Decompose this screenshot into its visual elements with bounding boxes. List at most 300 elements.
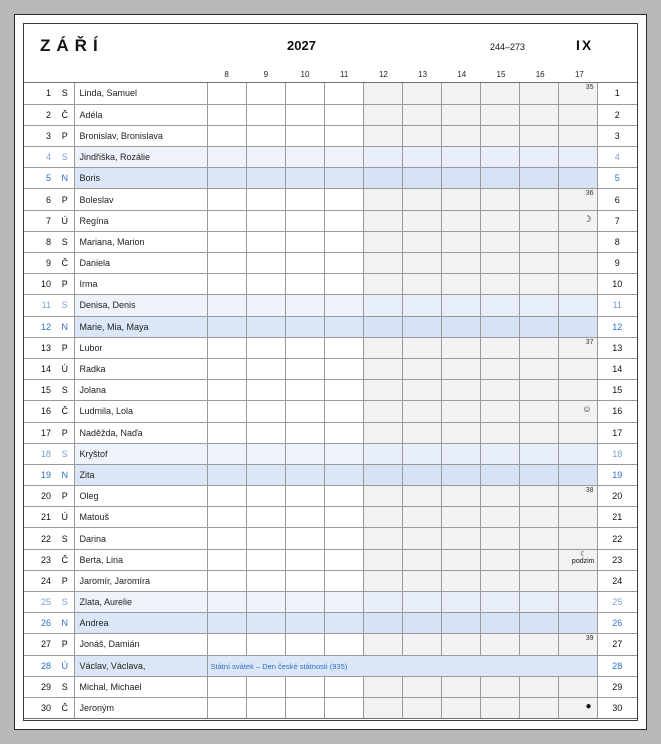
time-slot-cell[interactable]	[207, 528, 246, 549]
table-row[interactable]	[24, 358, 637, 379]
time-slot-cell[interactable]	[480, 83, 519, 104]
time-slot-cell[interactable]	[285, 253, 324, 274]
time-slot-cell[interactable]	[402, 613, 441, 634]
time-slot-cell[interactable]	[324, 380, 363, 401]
table-row[interactable]	[24, 613, 637, 634]
time-slot-cell[interactable]	[480, 358, 519, 379]
time-slot-cell[interactable]	[363, 443, 402, 464]
time-slot-cell[interactable]	[324, 507, 363, 528]
time-slot-cell[interactable]	[324, 358, 363, 379]
time-slot-cell[interactable]	[207, 253, 246, 274]
time-slot-cell[interactable]	[246, 125, 285, 146]
time-slot-cell[interactable]	[324, 592, 363, 613]
time-slot-cell[interactable]	[480, 634, 519, 655]
time-slot-cell[interactable]	[480, 231, 519, 252]
time-slot-cell[interactable]	[519, 549, 558, 570]
time-slot-cell[interactable]	[207, 401, 246, 422]
time-slot-cell[interactable]	[246, 104, 285, 125]
time-slot-cell[interactable]	[480, 507, 519, 528]
time-slot-cell[interactable]	[558, 507, 597, 528]
time-slot-cell[interactable]	[402, 358, 441, 379]
time-slot-cell[interactable]	[363, 422, 402, 443]
time-slot-cell[interactable]	[246, 507, 285, 528]
time-slot-cell[interactable]	[519, 613, 558, 634]
time-slot-cell[interactable]	[246, 528, 285, 549]
time-slot-cell[interactable]	[558, 570, 597, 591]
table-row[interactable]	[24, 168, 637, 189]
time-slot-cell[interactable]	[363, 253, 402, 274]
time-slot-cell[interactable]	[246, 422, 285, 443]
time-slot-cell[interactable]	[246, 634, 285, 655]
time-slot-cell[interactable]	[480, 189, 519, 210]
time-slot-cell[interactable]	[558, 358, 597, 379]
time-slot-cell[interactable]	[519, 486, 558, 507]
time-slot-cell[interactable]	[441, 592, 480, 613]
time-slot-cell[interactable]	[324, 210, 363, 231]
time-slot-cell[interactable]	[402, 295, 441, 316]
time-slot-cell[interactable]	[441, 274, 480, 295]
time-slot-cell[interactable]	[207, 104, 246, 125]
time-slot-cell[interactable]	[519, 401, 558, 422]
time-slot-cell[interactable]	[558, 210, 597, 231]
time-slot-cell[interactable]	[441, 676, 480, 697]
time-slot-cell[interactable]	[363, 570, 402, 591]
time-slot-cell[interactable]	[246, 697, 285, 718]
time-slot-cell[interactable]	[558, 337, 597, 358]
time-slot-cell[interactable]	[441, 464, 480, 485]
time-slot-cell[interactable]	[519, 570, 558, 591]
time-slot-cell[interactable]	[480, 147, 519, 168]
time-slot-cell[interactable]	[363, 189, 402, 210]
time-slot-cell[interactable]	[363, 104, 402, 125]
time-slot-cell[interactable]	[285, 316, 324, 337]
time-slot-cell[interactable]	[324, 401, 363, 422]
time-slot-cell[interactable]	[441, 316, 480, 337]
time-slot-cell[interactable]	[480, 486, 519, 507]
time-slot-cell[interactable]	[558, 528, 597, 549]
time-slot-cell[interactable]	[519, 274, 558, 295]
time-slot-cell[interactable]	[441, 253, 480, 274]
time-slot-cell[interactable]	[285, 147, 324, 168]
time-slot-cell[interactable]	[324, 125, 363, 146]
time-slot-cell[interactable]	[402, 676, 441, 697]
time-slot-cell[interactable]	[324, 104, 363, 125]
time-slot-cell[interactable]	[519, 210, 558, 231]
time-slot-cell[interactable]	[480, 125, 519, 146]
time-slot-cell[interactable]	[519, 358, 558, 379]
time-slot-cell[interactable]	[285, 295, 324, 316]
time-slot-cell[interactable]	[558, 316, 597, 337]
time-slot-cell[interactable]	[285, 697, 324, 718]
time-slot-cell[interactable]	[558, 125, 597, 146]
time-slot-cell[interactable]	[480, 528, 519, 549]
time-slot-cell[interactable]	[207, 549, 246, 570]
time-slot-cell[interactable]	[285, 125, 324, 146]
time-slot-cell[interactable]	[324, 83, 363, 104]
time-slot-cell[interactable]	[363, 231, 402, 252]
time-slot-cell[interactable]	[285, 168, 324, 189]
time-slot-cell[interactable]	[246, 83, 285, 104]
time-slot-cell[interactable]	[246, 443, 285, 464]
time-slot-cell[interactable]	[480, 295, 519, 316]
time-slot-cell[interactable]	[207, 570, 246, 591]
time-slot-cell[interactable]	[324, 295, 363, 316]
time-slot-cell[interactable]	[324, 613, 363, 634]
time-slot-cell[interactable]	[324, 189, 363, 210]
time-slot-cell[interactable]	[519, 189, 558, 210]
time-slot-cell[interactable]	[285, 528, 324, 549]
time-slot-cell[interactable]	[246, 401, 285, 422]
time-slot-cell[interactable]	[558, 422, 597, 443]
time-slot-cell[interactable]	[324, 528, 363, 549]
time-slot-cell[interactable]	[441, 422, 480, 443]
time-slot-cell[interactable]	[363, 486, 402, 507]
time-slot-cell[interactable]	[285, 676, 324, 697]
time-slot-cell[interactable]	[363, 295, 402, 316]
time-slot-cell[interactable]	[480, 210, 519, 231]
time-slot-cell[interactable]	[519, 634, 558, 655]
time-slot-cell[interactable]	[246, 189, 285, 210]
time-slot-cell[interactable]	[519, 253, 558, 274]
time-slot-cell[interactable]	[480, 549, 519, 570]
time-slot-cell[interactable]	[441, 613, 480, 634]
time-slot-cell[interactable]	[324, 168, 363, 189]
time-slot-cell[interactable]	[207, 634, 246, 655]
time-slot-cell[interactable]	[285, 613, 324, 634]
time-slot-cell[interactable]	[480, 253, 519, 274]
time-slot-cell[interactable]	[363, 168, 402, 189]
time-slot-cell[interactable]	[207, 676, 246, 697]
time-slot-cell[interactable]	[363, 676, 402, 697]
time-slot-cell[interactable]	[558, 104, 597, 125]
time-slot-cell[interactable]	[402, 231, 441, 252]
time-slot-cell[interactable]	[519, 316, 558, 337]
time-slot-cell[interactable]	[285, 443, 324, 464]
time-slot-cell[interactable]	[441, 337, 480, 358]
time-slot-cell[interactable]	[246, 676, 285, 697]
time-slot-cell[interactable]	[441, 570, 480, 591]
time-slot-cell[interactable]	[285, 104, 324, 125]
time-slot-cell[interactable]	[558, 401, 597, 422]
time-slot-cell[interactable]	[324, 486, 363, 507]
time-slot-cell[interactable]	[285, 592, 324, 613]
time-slot-cell[interactable]	[558, 147, 597, 168]
time-slot-cell[interactable]	[441, 697, 480, 718]
time-slot-cell[interactable]	[207, 210, 246, 231]
time-slot-cell[interactable]	[558, 697, 597, 718]
time-slot-cell[interactable]	[480, 337, 519, 358]
time-slot-cell[interactable]	[441, 549, 480, 570]
table-row[interactable]	[24, 231, 637, 252]
time-slot-cell[interactable]	[207, 486, 246, 507]
time-slot-cell[interactable]	[324, 253, 363, 274]
time-slot-cell[interactable]	[363, 358, 402, 379]
time-slot-cell[interactable]	[558, 380, 597, 401]
time-slot-cell[interactable]	[441, 104, 480, 125]
time-slot-cell[interactable]	[363, 125, 402, 146]
time-slot-cell[interactable]	[324, 570, 363, 591]
table-row[interactable]	[24, 570, 637, 591]
time-slot-cell[interactable]	[402, 570, 441, 591]
time-slot-cell[interactable]	[519, 125, 558, 146]
table-row[interactable]	[24, 422, 637, 443]
time-slot-cell[interactable]	[207, 464, 246, 485]
time-slot-cell[interactable]	[480, 613, 519, 634]
time-slot-cell[interactable]	[246, 486, 285, 507]
time-slot-cell[interactable]	[324, 697, 363, 718]
time-slot-cell[interactable]	[480, 443, 519, 464]
time-slot-cell[interactable]	[285, 422, 324, 443]
time-slot-cell[interactable]	[285, 634, 324, 655]
time-slot-cell[interactable]	[402, 464, 441, 485]
time-slot-cell[interactable]	[246, 570, 285, 591]
time-slot-cell[interactable]	[402, 401, 441, 422]
time-slot-cell[interactable]	[246, 231, 285, 252]
time-slot-cell[interactable]	[480, 316, 519, 337]
time-slot-cell[interactable]	[402, 147, 441, 168]
time-slot-cell[interactable]	[285, 464, 324, 485]
table-row[interactable]	[24, 549, 637, 570]
time-slot-cell[interactable]	[207, 697, 246, 718]
time-slot-cell[interactable]	[402, 83, 441, 104]
time-slot-cell[interactable]	[207, 358, 246, 379]
time-slot-cell[interactable]	[558, 549, 597, 570]
time-slot-cell[interactable]	[363, 592, 402, 613]
time-slot-cell[interactable]	[480, 168, 519, 189]
time-slot-cell[interactable]	[402, 443, 441, 464]
table-row[interactable]	[24, 337, 637, 358]
time-slot-cell[interactable]	[519, 422, 558, 443]
time-slot-cell[interactable]	[246, 210, 285, 231]
time-slot-cell[interactable]	[246, 613, 285, 634]
time-slot-cell[interactable]	[441, 210, 480, 231]
time-slot-cell[interactable]	[480, 676, 519, 697]
time-slot-cell[interactable]	[324, 443, 363, 464]
table-row[interactable]	[24, 83, 637, 104]
time-slot-cell[interactable]	[402, 125, 441, 146]
time-slot-cell[interactable]	[558, 592, 597, 613]
time-slot-cell[interactable]	[402, 210, 441, 231]
time-slot-cell[interactable]	[285, 486, 324, 507]
time-slot-cell[interactable]	[441, 358, 480, 379]
time-slot-cell[interactable]	[246, 380, 285, 401]
table-row[interactable]	[24, 655, 637, 676]
time-slot-cell[interactable]	[480, 592, 519, 613]
time-slot-cell[interactable]	[363, 634, 402, 655]
time-slot-cell[interactable]	[207, 422, 246, 443]
time-slot-cell[interactable]	[519, 676, 558, 697]
time-slot-cell[interactable]	[363, 274, 402, 295]
time-slot-cell[interactable]	[363, 147, 402, 168]
time-slot-cell[interactable]	[246, 464, 285, 485]
time-slot-cell[interactable]	[441, 443, 480, 464]
time-slot-cell[interactable]	[558, 253, 597, 274]
time-slot-cell[interactable]	[402, 486, 441, 507]
time-slot-cell[interactable]	[363, 337, 402, 358]
time-slot-cell[interactable]	[207, 443, 246, 464]
time-slot-cell[interactable]	[207, 274, 246, 295]
time-slot-cell[interactable]	[324, 549, 363, 570]
table-row[interactable]	[24, 274, 637, 295]
time-slot-cell[interactable]	[207, 125, 246, 146]
time-slot-cell[interactable]	[363, 380, 402, 401]
time-slot-cell[interactable]	[324, 676, 363, 697]
time-slot-cell[interactable]	[207, 231, 246, 252]
table-row[interactable]	[24, 104, 637, 125]
time-slot-cell[interactable]	[246, 549, 285, 570]
time-slot-cell[interactable]	[519, 592, 558, 613]
table-row[interactable]	[24, 697, 637, 718]
time-slot-cell[interactable]	[207, 592, 246, 613]
time-slot-cell[interactable]	[558, 189, 597, 210]
time-slot-cell[interactable]	[402, 634, 441, 655]
time-slot-cell[interactable]	[246, 358, 285, 379]
table-row[interactable]	[24, 401, 637, 422]
table-row[interactable]	[24, 592, 637, 613]
time-slot-cell[interactable]	[402, 168, 441, 189]
time-slot-cell[interactable]	[246, 147, 285, 168]
time-slot-cell[interactable]	[441, 380, 480, 401]
time-slot-cell[interactable]	[285, 189, 324, 210]
time-slot-cell[interactable]	[363, 697, 402, 718]
time-slot-cell[interactable]	[402, 422, 441, 443]
time-slot-cell[interactable]	[285, 570, 324, 591]
time-slot-cell[interactable]	[519, 528, 558, 549]
time-slot-cell[interactable]	[519, 464, 558, 485]
time-slot-cell[interactable]	[441, 401, 480, 422]
time-slot-cell[interactable]	[441, 295, 480, 316]
time-slot-cell[interactable]	[363, 613, 402, 634]
time-slot-cell[interactable]	[324, 422, 363, 443]
table-row[interactable]	[24, 634, 637, 655]
time-slot-cell[interactable]	[246, 316, 285, 337]
time-slot-cell[interactable]	[519, 147, 558, 168]
time-slot-cell[interactable]	[402, 507, 441, 528]
time-slot-cell[interactable]	[207, 189, 246, 210]
time-slot-cell[interactable]	[402, 274, 441, 295]
time-slot-cell[interactable]	[558, 443, 597, 464]
time-slot-cell[interactable]	[285, 210, 324, 231]
time-slot-cell[interactable]	[480, 380, 519, 401]
time-slot-cell[interactable]	[246, 295, 285, 316]
time-slot-cell[interactable]	[519, 507, 558, 528]
time-slot-cell[interactable]	[324, 231, 363, 252]
table-row[interactable]	[24, 147, 637, 168]
time-slot-cell[interactable]	[207, 147, 246, 168]
time-slot-cell[interactable]	[363, 507, 402, 528]
time-slot-cell[interactable]	[480, 570, 519, 591]
time-slot-cell[interactable]	[558, 486, 597, 507]
table-row[interactable]	[24, 464, 637, 485]
time-slot-cell[interactable]	[558, 231, 597, 252]
time-slot-cell[interactable]	[363, 401, 402, 422]
time-slot-cell[interactable]	[246, 274, 285, 295]
time-slot-cell[interactable]	[207, 337, 246, 358]
time-slot-cell[interactable]	[480, 422, 519, 443]
time-slot-cell[interactable]	[285, 358, 324, 379]
time-slot-cell[interactable]	[324, 316, 363, 337]
time-slot-cell[interactable]	[558, 676, 597, 697]
time-slot-cell[interactable]	[285, 231, 324, 252]
time-slot-cell[interactable]	[402, 253, 441, 274]
time-slot-cell[interactable]	[480, 274, 519, 295]
table-row[interactable]	[24, 253, 637, 274]
table-row[interactable]	[24, 125, 637, 146]
time-slot-cell[interactable]	[207, 613, 246, 634]
time-slot-cell[interactable]	[285, 401, 324, 422]
table-row[interactable]	[24, 443, 637, 464]
time-slot-cell[interactable]	[246, 253, 285, 274]
time-slot-cell[interactable]	[519, 443, 558, 464]
time-slot-cell[interactable]	[324, 634, 363, 655]
time-slot-cell[interactable]	[285, 549, 324, 570]
time-slot-cell[interactable]	[363, 316, 402, 337]
time-slot-cell[interactable]	[519, 337, 558, 358]
time-slot-cell[interactable]	[363, 549, 402, 570]
time-slot-cell[interactable]	[207, 83, 246, 104]
time-slot-cell[interactable]	[363, 210, 402, 231]
time-slot-cell[interactable]	[558, 274, 597, 295]
time-slot-cell[interactable]	[285, 380, 324, 401]
time-slot-cell[interactable]	[363, 83, 402, 104]
time-slot-cell[interactable]	[285, 83, 324, 104]
time-slot-cell[interactable]	[480, 104, 519, 125]
time-slot-cell[interactable]	[402, 189, 441, 210]
time-slot-cell[interactable]	[558, 634, 597, 655]
time-slot-cell[interactable]	[558, 295, 597, 316]
time-slot-cell[interactable]	[519, 168, 558, 189]
time-slot-cell[interactable]	[441, 486, 480, 507]
time-slot-cell[interactable]	[441, 507, 480, 528]
time-slot-cell[interactable]	[285, 274, 324, 295]
time-slot-cell[interactable]	[441, 634, 480, 655]
time-slot-cell[interactable]	[402, 592, 441, 613]
time-slot-cell[interactable]	[207, 168, 246, 189]
time-slot-cell[interactable]	[558, 613, 597, 634]
time-slot-cell[interactable]	[480, 464, 519, 485]
time-slot-cell[interactable]	[402, 316, 441, 337]
time-slot-cell[interactable]	[480, 401, 519, 422]
table-row[interactable]	[24, 380, 637, 401]
time-slot-cell[interactable]	[285, 337, 324, 358]
time-slot-cell[interactable]	[402, 549, 441, 570]
time-slot-cell[interactable]	[246, 168, 285, 189]
time-slot-cell[interactable]	[363, 464, 402, 485]
time-slot-cell[interactable]	[207, 380, 246, 401]
time-slot-cell[interactable]	[519, 380, 558, 401]
time-slot-cell[interactable]	[246, 592, 285, 613]
time-slot-cell[interactable]	[441, 147, 480, 168]
time-slot-cell[interactable]	[558, 168, 597, 189]
time-slot-cell[interactable]	[207, 316, 246, 337]
time-slot-cell[interactable]	[402, 380, 441, 401]
time-slot-cell[interactable]	[285, 507, 324, 528]
time-slot-cell[interactable]	[207, 295, 246, 316]
time-slot-cell[interactable]	[402, 528, 441, 549]
time-slot-cell[interactable]	[441, 125, 480, 146]
time-slot-cell[interactable]	[207, 507, 246, 528]
time-slot-cell[interactable]	[519, 295, 558, 316]
table-row[interactable]	[24, 676, 637, 697]
time-slot-cell[interactable]	[480, 697, 519, 718]
time-slot-cell[interactable]	[519, 231, 558, 252]
time-slot-cell[interactable]	[441, 231, 480, 252]
time-slot-cell[interactable]	[246, 337, 285, 358]
table-row[interactable]	[24, 295, 637, 316]
time-slot-cell[interactable]	[402, 697, 441, 718]
time-slot-cell[interactable]	[519, 83, 558, 104]
time-slot-cell[interactable]	[519, 697, 558, 718]
